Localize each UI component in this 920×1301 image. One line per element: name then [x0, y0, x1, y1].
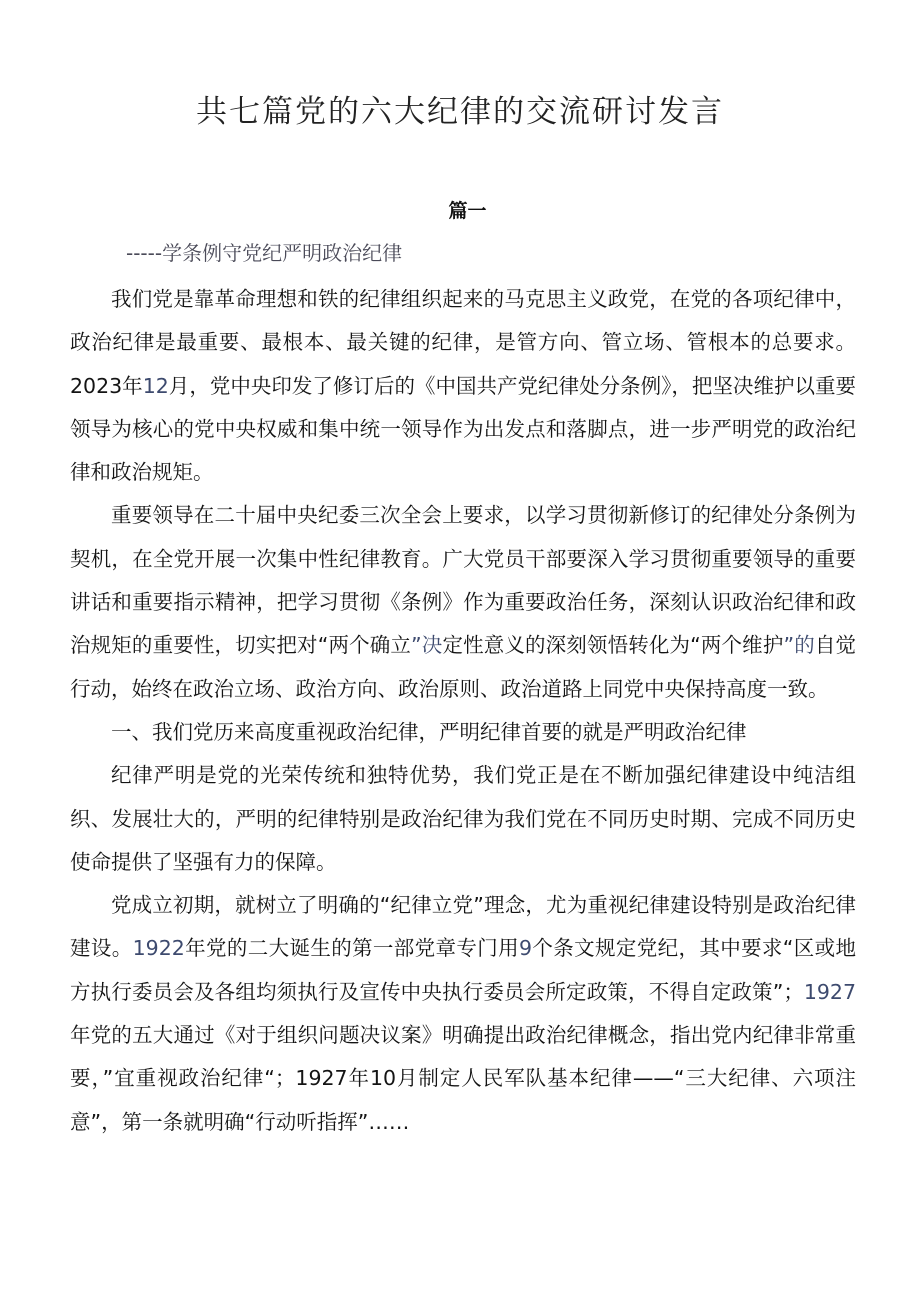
document-body	[70, 278, 856, 1144]
highlighted-text: 1927	[803, 979, 856, 1004]
paragraph-text: 一、我们党历来高度重视政治纪律，严明纪律首要的就是严明政治纪律	[111, 719, 747, 744]
body-paragraph	[70, 494, 856, 710]
highlighted-text: 12	[142, 373, 169, 398]
document-title: 共七篇党的六大纪律的交流研讨发言	[196, 94, 724, 130]
paragraph-text: 重要领导在二十届中央纪委三次全会上要求，以学习贯彻新修订的纪律处分条例为契机，在全党开展一次集中性纪律教育。广大党员干部要深入学习贯彻重要领导的重要讲话和重要指示精神，把学习贯彻《条例》作为重要政治任务，深刻认识政治纪律和政治规矩的重要性，切实把对“两个确立	[70, 503, 856, 658]
paragraph-text: 自觉行动，始终在政治立场、政治方向、政治原则、政治道路上同党中央保持高度一致。	[70, 633, 857, 701]
paragraph-text: 年党的二大诞生的第一部党章专门用	[184, 936, 519, 961]
document-subtitle: -----学条例守党纪严明政治纪律	[126, 241, 403, 265]
body-paragraph	[70, 278, 856, 494]
paragraph-text: 纪律严明是党的光荣传统和独特优势，我们党正是在不断加强纪律建设中纯洁组织、发展壮大的，严明的纪律特别是政治纪律为我们党在不同历史时期、完成不同历史使命提供了坚强有力的保障。	[70, 763, 856, 874]
highlighted-text: ”的	[783, 633, 815, 658]
paragraph-text: 年党的五大通过《对于组织问题决议案》明确提出政治纪律概念，指出党内纪律非常重要，”宜重视政治纪律“；1927年10月制定人民军队基本纪律——“三大纪律、六项注意”，第一条就明确“行动听指挥”……	[70, 1023, 856, 1134]
paragraph-text: 个条文规定党纪，其中要求“区或地方执行委员会及各组均须执行及宣传中央执行委员会所定政策，不得自定政策”；	[70, 936, 857, 1004]
body-paragraph	[70, 711, 856, 754]
paragraph-text: 我们党是靠革命理想和铁的纪律组织起来的马克思主义政党，在党的各项纪律中，政治纪律是最重要、最根本、最关键的纪律，是管方向、管立场、管根本的总要求。2023年	[70, 287, 856, 398]
body-paragraph	[70, 884, 856, 1144]
highlighted-text: 1922	[132, 936, 185, 961]
paragraph-text: 党成立初期，就树立了明确的“纪律立党”理念，尤为重视纪律建设特别是政治纪律建设。	[70, 893, 856, 961]
body-paragraph	[70, 754, 856, 884]
highlighted-text: ”决	[411, 633, 443, 658]
section-label: 篇一	[448, 200, 487, 222]
highlighted-text: 9	[519, 936, 533, 961]
paragraph-text: 定性意义的深刻领悟转化为“两个维护	[442, 633, 784, 658]
paragraph-text: 月，党中央印发了修订后的《中国共产党纪律处分条例》，把坚决维护以重要领导为核心的党中央权威和集中统一领导作为出发点和落脚点，进一步严明党的政治纪律和政治规矩。	[70, 373, 857, 485]
